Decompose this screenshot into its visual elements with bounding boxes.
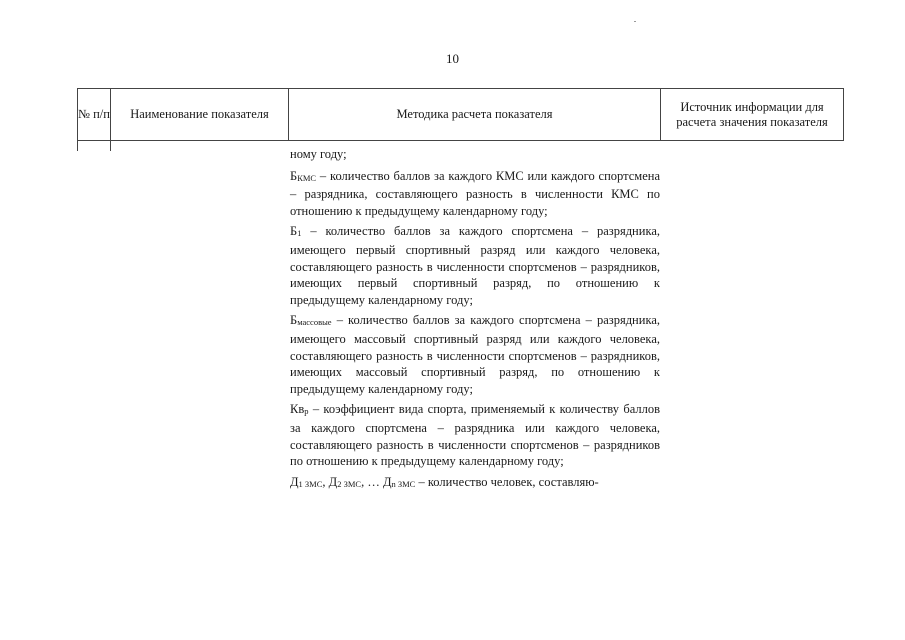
variable-symbol: Б — [290, 224, 298, 239]
method-text: ному году; — [290, 147, 347, 161]
method-text: – коэффициент вида спорта, применяемый к количеству баллов за каждого спортсмена – разрядника или каждого человека, составляющего разность в численности спортсменов – разрядников по отношению к предыдущему календарному году; — [290, 402, 660, 469]
method-paragraph — [290, 474, 660, 493]
method-paragraph — [290, 168, 660, 220]
method-text: – количество баллов за каждого спортсмена – разрядника, имеющего массовый спортивный разряд или каждого человека, составляющего разность в численности спортсменов – разрядников, имеющих массовый спортивный разряд, по отношению к предыдущему календарному году; — [290, 313, 660, 396]
variable-subscript: 2 ЗМС — [337, 478, 362, 489]
header-indicator-name: Наименование показателя — [111, 89, 289, 140]
variable-subscript: массовые — [297, 317, 332, 328]
header-number: № п/п — [78, 89, 111, 140]
variable-symbol: Кв — [290, 402, 305, 417]
calculation-method-cell — [290, 146, 660, 496]
variable-subscript: р — [304, 406, 309, 417]
variable-symbol: , Д — [322, 474, 338, 489]
variable-symbol: Б — [290, 168, 298, 183]
variable-symbol: , … Д — [361, 474, 392, 489]
column-border — [77, 141, 78, 151]
variable-subscript: 1 — [297, 228, 302, 239]
table-header — [77, 88, 844, 141]
variable-subscript: n ЗМС — [391, 478, 416, 489]
method-paragraph — [290, 312, 660, 397]
method-text: – количество баллов за каждого спортсмена – разрядника, имеющего первый спортивный разряд или каждого человека, составляющего разность в численности спортсменов – разрядников, имеющих первый спортивный разряд, по отношению к предыдущему календарному году; — [290, 224, 660, 307]
method-paragraph — [290, 146, 660, 163]
page-number: 10 — [446, 51, 459, 66]
variable-subscript: КМС — [297, 172, 317, 183]
variable-subscript: 1 ЗМС — [298, 478, 323, 489]
method-paragraph — [290, 401, 660, 469]
method-text: – количество человек, составляю- — [415, 474, 599, 489]
method-paragraph — [290, 223, 660, 308]
scan-speck — [634, 21, 636, 22]
variable-symbol: Б — [290, 313, 298, 328]
header-calculation-method: Методика расчета показателя — [289, 89, 661, 140]
header-information-source: Источник информации для расчета значения показателя — [676, 99, 828, 129]
column-border — [110, 141, 111, 151]
method-text: – количество баллов за каждого КМС или каждого спортсмена – разрядника, составляющего разность в численности КМС по отношению к предыдущему календарному году; — [290, 168, 660, 218]
variable-symbol: Д — [290, 474, 299, 489]
